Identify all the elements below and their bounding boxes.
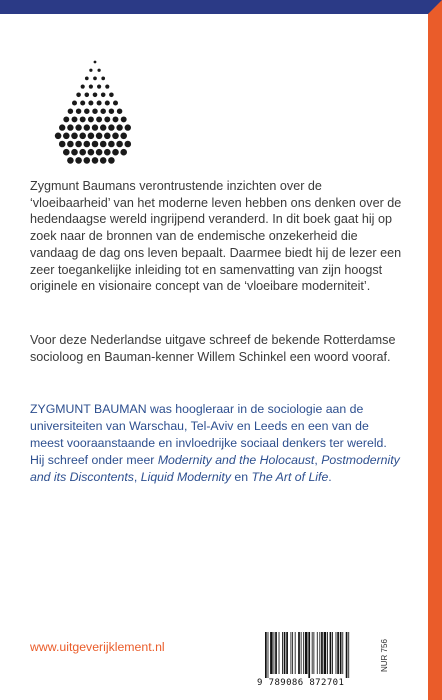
- blurb-paragraph-1: Zygmunt Baumans verontrustende inzichten over de ‘vloeibaarheid’ van het moderne leven hebben ons denken over de hedendaagse wereld ingrijpend veranderd. In dit boek gaat hij op zoek naar de bronnen van de endemische onzekerheid die vandaag de dag ons leven bepaalt. Daarmee biedt hij de lezer een zeer toegankelijke inleiding tot en samenvatting van zijn hoogst originele en visionaire concept van de ‘vloeibare moderniteit’.: [30, 179, 402, 294]
- drop-dot: [88, 133, 95, 140]
- drop-dot: [108, 157, 115, 164]
- drop-dot: [112, 133, 119, 140]
- drop-dot: [92, 157, 99, 164]
- drop-dot: [121, 116, 127, 122]
- barcode-bar: [340, 632, 342, 674]
- drop-dot: [89, 85, 93, 89]
- drop-dot: [96, 133, 103, 140]
- drop-dot: [63, 149, 70, 156]
- barcode-bar: [332, 632, 333, 674]
- drop-dot: [104, 133, 111, 140]
- isbn-number: 9 789086 872701: [257, 678, 345, 688]
- barcode-bar: [282, 632, 283, 674]
- book-title: Modernity and the Holocaust: [157, 452, 315, 467]
- drop-dot: [92, 141, 99, 148]
- barcode-bar: [295, 632, 296, 674]
- drop-dot: [104, 116, 110, 122]
- drop-dot: [88, 100, 93, 105]
- barcode-bar: [342, 632, 343, 674]
- drop-dot: [92, 108, 97, 113]
- drop-dot: [100, 157, 107, 164]
- drop-dot: [72, 100, 77, 105]
- drop-dot: [84, 141, 91, 148]
- drop-dot: [104, 149, 111, 156]
- drop-dot: [80, 100, 85, 105]
- barcode-bar: [298, 632, 300, 674]
- barcode-bar: [275, 632, 277, 674]
- drop-dot: [67, 157, 74, 164]
- drop-dot: [113, 100, 118, 105]
- drop-dot: [84, 124, 90, 130]
- barcode-bar: [324, 632, 327, 674]
- barcode-bar: [305, 632, 308, 674]
- bio-separator: ,: [314, 452, 322, 467]
- drop-dot: [79, 149, 86, 156]
- nur-code: NUR 756: [380, 639, 389, 673]
- drop-dot: [84, 108, 89, 113]
- drop-dot: [68, 108, 73, 113]
- drop-dot: [84, 157, 91, 164]
- book-title: Liquid Modernity: [140, 469, 231, 484]
- drop-dot: [75, 141, 82, 148]
- drop-dot: [88, 116, 94, 122]
- barcode-bar: [321, 632, 323, 674]
- drop-dot: [97, 85, 101, 89]
- drop-dot: [63, 116, 69, 122]
- publisher-website[interactable]: www.uitgeverijklement.nl: [30, 640, 165, 654]
- drop-dot: [85, 93, 90, 98]
- barcode-bar: [346, 632, 348, 678]
- drop-dot: [89, 69, 92, 72]
- drop-dot: [100, 108, 105, 113]
- drop-dot: [85, 77, 89, 81]
- drop-dot: [100, 141, 107, 148]
- drop-dot: [116, 124, 122, 130]
- drop-dot: [59, 124, 65, 130]
- barcode-bar: [327, 632, 328, 674]
- barcode-bar: [274, 632, 275, 674]
- drop-dot: [108, 141, 115, 148]
- drop-dot: [116, 141, 123, 148]
- barcode-bar: [308, 632, 310, 678]
- barcode-bar: [313, 632, 314, 674]
- drop-dot: [71, 149, 78, 156]
- drop-dot: [72, 116, 78, 122]
- drop-dot: [94, 61, 97, 64]
- barcode-bar: [268, 632, 269, 678]
- barcode-bar: [337, 632, 339, 674]
- barcode-bar: [265, 632, 267, 678]
- barcode-bar: [312, 632, 313, 674]
- barcode-graphic: [265, 632, 375, 678]
- isbn-barcode: [257, 632, 377, 688]
- drop-dot: [79, 133, 86, 140]
- drop-dot: [109, 108, 114, 113]
- drop-dot: [100, 124, 106, 130]
- drop-dot: [67, 124, 73, 130]
- drop-dot: [109, 93, 114, 98]
- drop-dot: [67, 141, 74, 148]
- barcode-bar: [301, 632, 302, 674]
- drop-dot: [117, 108, 122, 113]
- drop-dot: [108, 124, 114, 130]
- barcode-bar: [319, 632, 320, 674]
- drop-dot: [101, 93, 106, 98]
- drop-dot: [76, 93, 81, 98]
- drop-dot: [76, 108, 81, 113]
- drop-dot: [93, 93, 98, 98]
- drop-dot: [125, 141, 132, 148]
- barcode-bar: [348, 632, 349, 678]
- barcode-bar: [336, 632, 337, 674]
- barcode-bar: [330, 632, 332, 674]
- barcode-bar: [284, 632, 286, 674]
- bio-separator: ,: [133, 469, 141, 484]
- barcode-bar: [270, 632, 273, 674]
- drop-dot: [113, 116, 119, 122]
- drop-dot: [88, 149, 95, 156]
- bio-separator: en: [230, 469, 252, 484]
- drop-dot: [96, 116, 102, 122]
- bio-intro: ZYGMUNT BAUMAN was hoogleraar in de sociologie aan de universiteiten van Warschau, Tel-Aviv en Leeds en een van de meest vooraanstaande en invloedrijke sociaal denkers ter wereld. Hij schreef onder meer: [30, 402, 387, 467]
- drop-dot: [96, 149, 103, 156]
- drop-dot: [81, 85, 85, 89]
- dotted-drop-icon: [50, 54, 136, 172]
- barcode-bar: [286, 632, 288, 674]
- drop-dot: [59, 141, 66, 148]
- drop-dot: [105, 100, 110, 105]
- drop-dot: [105, 85, 109, 89]
- book-title: The Art of Life: [251, 469, 329, 484]
- blurb-paragraph-2: Voor deze Nederlandse uitgave schreef de bekende Rotterdamse socioloog en Bauman-kenner Willem Schinkel een woord vooraf.: [30, 333, 396, 364]
- drop-dot: [120, 149, 127, 156]
- barcode-bar: [292, 632, 293, 674]
- drop-dot: [92, 124, 98, 130]
- drop-dot: [97, 100, 102, 105]
- drop-dot: [75, 157, 82, 164]
- drop-dot: [55, 133, 62, 140]
- bio-end: .: [328, 469, 332, 484]
- book-title: Postmodernity and its Discontents: [30, 452, 400, 484]
- drop-dot: [125, 124, 131, 130]
- drop-dot: [80, 116, 86, 122]
- drop-dot: [101, 77, 105, 81]
- author-bio: [30, 401, 402, 486]
- barcode-bar: [279, 632, 280, 674]
- drop-dot: [97, 69, 100, 72]
- barcode-bar: [303, 632, 304, 674]
- drop-dot: [63, 133, 70, 140]
- barcode-bar: [317, 632, 318, 674]
- drop-dot: [93, 77, 97, 81]
- drop-dot: [75, 124, 81, 130]
- barcode-bar: [291, 632, 292, 674]
- drop-dot: [71, 133, 78, 140]
- drop-dot: [120, 133, 127, 140]
- drop-dot: [112, 149, 119, 156]
